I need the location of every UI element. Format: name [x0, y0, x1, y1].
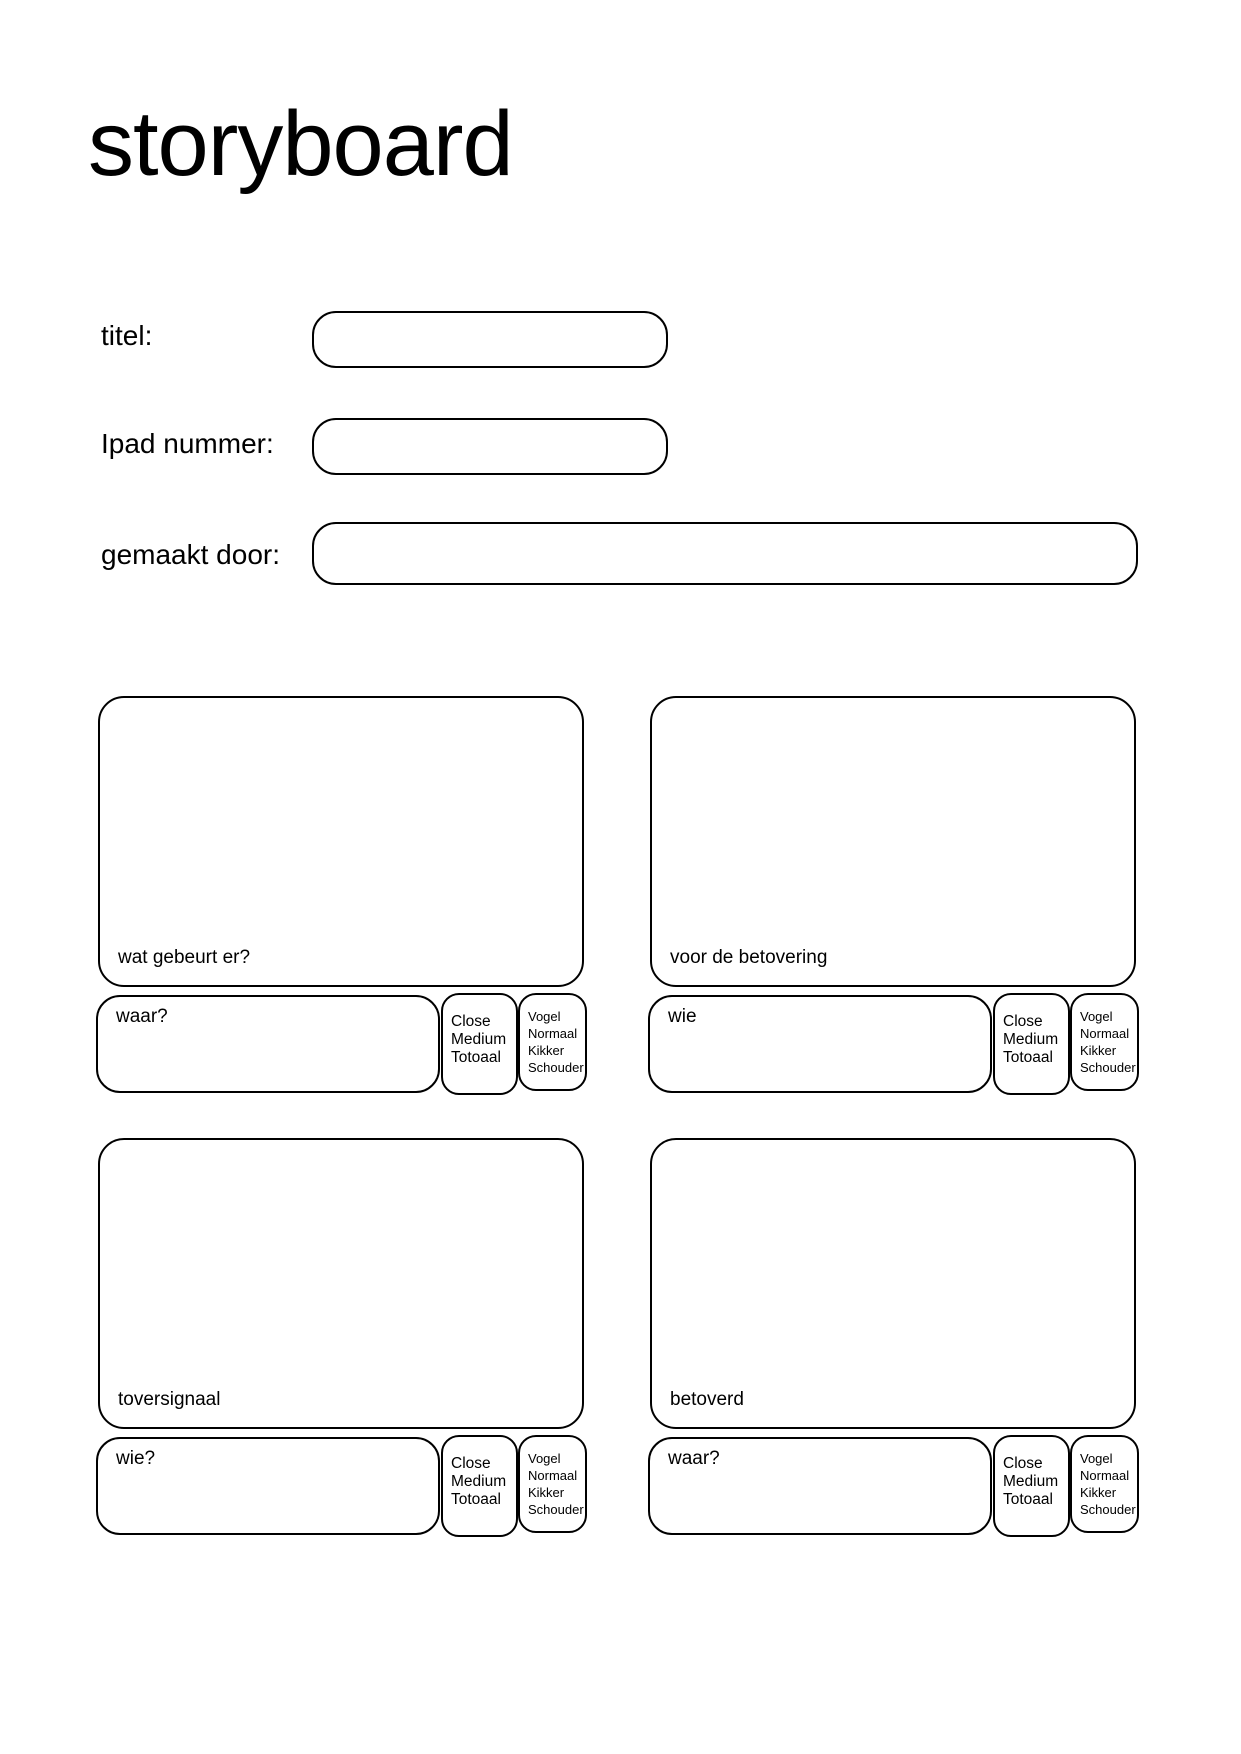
- frame-4-camera-angle[interactable]: [1070, 1435, 1139, 1533]
- storyboard-frame-2[interactable]: [650, 696, 1136, 987]
- frame-3-shot-size[interactable]: [441, 1435, 518, 1537]
- page-title: storyboard: [88, 93, 513, 195]
- shot-option-close: Close: [1003, 1013, 1043, 1030]
- shot-option-total: Totoaal: [1003, 1491, 1053, 1508]
- storyboard-frame-3[interactable]: [98, 1138, 584, 1429]
- shot-option-medium: Medium: [451, 1473, 507, 1490]
- shot-option-medium: Medium: [1003, 1031, 1059, 1048]
- shot-option-medium: Medium: [451, 1031, 507, 1048]
- frame-4-shot-size[interactable]: [993, 1435, 1070, 1537]
- angle-option-shoulder: Schouder: [528, 1502, 584, 1517]
- frame-caption: toversignaal: [118, 1389, 221, 1410]
- angle-option-shoulder: Schouder: [1080, 1060, 1136, 1075]
- ipad-number-label: Ipad nummer:: [101, 428, 274, 459]
- ipad-number-input[interactable]: [312, 418, 668, 475]
- angle-option-normal: Normaal: [1080, 1026, 1130, 1041]
- made-by-label: gemaakt door:: [101, 539, 280, 570]
- frame-1-shot-size[interactable]: [441, 993, 518, 1095]
- angle-option-frog: Kikker: [528, 1485, 565, 1500]
- angle-option-shoulder: Schouder: [1080, 1502, 1136, 1517]
- shot-option-close: Close: [451, 1455, 491, 1472]
- sub-field-label: wie: [668, 1006, 697, 1027]
- angle-option-normal: Normaal: [528, 1026, 578, 1041]
- angle-option-bird: Vogel: [528, 1009, 561, 1024]
- angle-option-frog: Kikker: [528, 1043, 565, 1058]
- title-input[interactable]: [312, 311, 668, 368]
- frame-2-camera-angle[interactable]: [1070, 993, 1139, 1091]
- frame-2-sub-field[interactable]: [648, 995, 992, 1093]
- shot-option-total: Totoaal: [1003, 1049, 1053, 1066]
- made-by-input[interactable]: [312, 522, 1138, 585]
- storyboard-frame-4[interactable]: [650, 1138, 1136, 1429]
- angle-option-shoulder: Schouder: [528, 1060, 584, 1075]
- storyboard-frame-1[interactable]: [98, 696, 584, 987]
- angle-option-bird: Vogel: [1080, 1009, 1113, 1024]
- angle-option-frog: Kikker: [1080, 1043, 1117, 1058]
- frame-caption: betoverd: [670, 1389, 744, 1410]
- shot-option-total: Totoaal: [451, 1049, 501, 1066]
- frame-caption: wat gebeurt er?: [118, 947, 251, 968]
- sub-field-label: waar?: [116, 1006, 168, 1027]
- sub-field-label: waar?: [668, 1448, 720, 1469]
- frame-3-sub-field[interactable]: [96, 1437, 440, 1535]
- frame-1-camera-angle[interactable]: [518, 993, 587, 1091]
- frame-caption: voor de betovering: [670, 947, 828, 968]
- sub-field-label: wie?: [116, 1448, 156, 1469]
- shot-option-medium: Medium: [1003, 1473, 1059, 1490]
- angle-option-bird: Vogel: [1080, 1451, 1113, 1466]
- title-label: titel:: [101, 320, 153, 351]
- frame-4-sub-field[interactable]: [648, 1437, 992, 1535]
- angle-option-normal: Normaal: [528, 1468, 578, 1483]
- angle-option-normal: Normaal: [1080, 1468, 1130, 1483]
- shot-option-close: Close: [451, 1013, 491, 1030]
- shot-option-total: Totoaal: [451, 1491, 501, 1508]
- angle-option-frog: Kikker: [1080, 1485, 1117, 1500]
- shot-option-close: Close: [1003, 1455, 1043, 1472]
- frame-1-sub-field[interactable]: [96, 995, 440, 1093]
- frame-3-camera-angle[interactable]: [518, 1435, 587, 1533]
- frame-2-shot-size[interactable]: [993, 993, 1070, 1095]
- angle-option-bird: Vogel: [528, 1451, 561, 1466]
